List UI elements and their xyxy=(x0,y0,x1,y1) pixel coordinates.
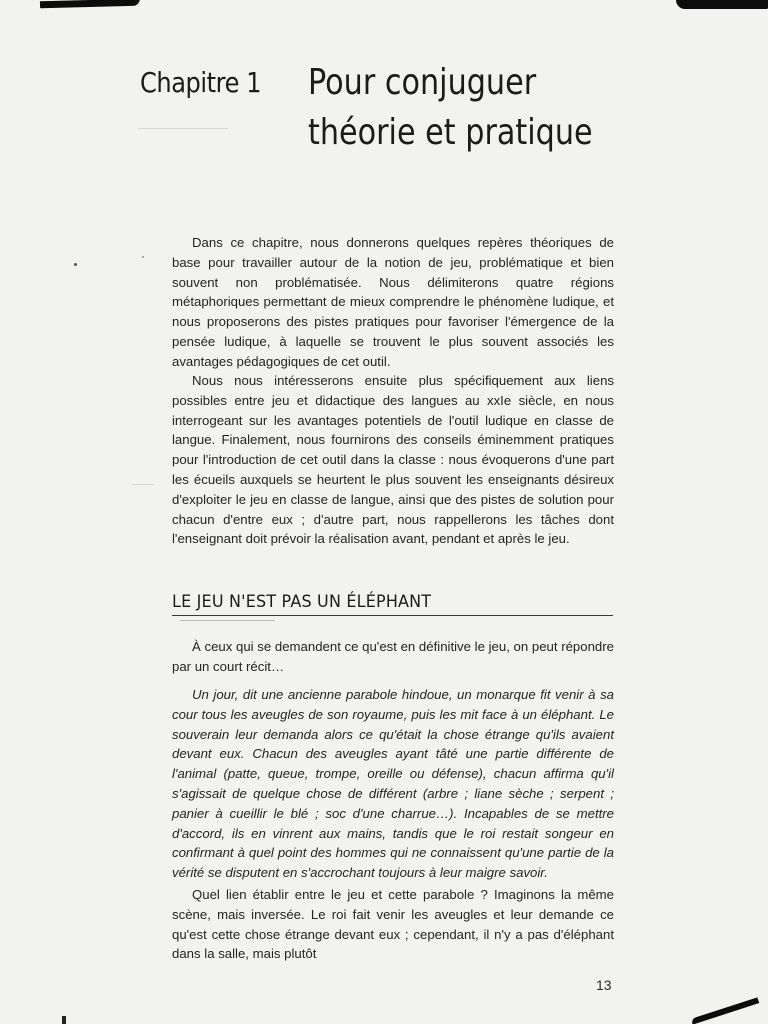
chapter-label: Chapitre 1 xyxy=(140,66,262,99)
scan-faint-line xyxy=(180,620,275,621)
section-paragraph-1: À ceux qui se demandent ce qu'est en définitive le jeu, on peut répondre par un court récit… xyxy=(172,639,614,674)
scan-shadow-top-left xyxy=(40,0,140,8)
chapter-title xyxy=(308,58,593,158)
section-heading-rule xyxy=(172,615,613,616)
scan-faint-line xyxy=(132,484,154,485)
scan-shadow-top-right xyxy=(676,0,768,9)
scan-speck xyxy=(74,263,77,266)
section-paragraph-2: Quel lien établir entre le jeu et cette parabole ? Imaginons la même scène, mais inversée. Le roi fait venir les aveugles et leur demande ce qu'est cette chose étrange devant eux ; cependant, il n'y a pas d'éléphant dans la salle, mais plutôt xyxy=(172,887,614,962)
scan-speck xyxy=(142,256,144,258)
page-number: 13 xyxy=(596,977,612,993)
section-heading: LE JEU N'EST PAS UN ÉLÉPHANT xyxy=(172,592,432,612)
intro-paragraph-1: Dans ce chapitre, nous donnerons quelques repères théoriques de base pour travailler autour de la notion de jeu, problématique et bien souvent non problématisée. Nous délimiterons quatre régions métaphoriques permettant de mieux comprendre le phénomène ludique, et nous proposerons des pistes pratiques pour favoriser l'émergence de la pensée ludique, à laquelle se trouvent le plus souvent associés les avantages pédagogiques de cet outil. xyxy=(172,235,614,369)
chapter-title-line-1: Pour conjuguer xyxy=(308,62,537,103)
intro-paragraph-2: Nous nous intéresserons ensuite plus spécifiquement aux liens possibles entre jeu et didactique des langues au xxIe siècle, en nous interrogeant sur les avantages potentiels de l'outil ludique en classe de langue. Finalement, nous fournirons des conseils éminemment pratiques pour l'introduction de cet outil dans la classe : nous évoquerons d'une part les écueils auxquels se heurtent le plus souvent les enseignants désireux d'exploiter le jeu en classe de langue, ainsi que des pistes de solution pour chacun d'entre eux ; d'autre part, nous rappellerons les tâches dont l'enseignant doit prévoir la réalisation avant, pendant et après le jeu. xyxy=(172,373,614,547)
scan-faint-line xyxy=(138,128,228,129)
parable-paragraph: Un jour, dit une ancienne parabole hindoue, un monarque fit venir à sa cour tous les aveugles de son royaume, puis les mit face à un éléphant. Le souverain leur demanda alors ce qu'était la chose étrange qu'ils avaient devant eux. Chacun des aveugles ayant tâté une partie différente de l'animal (patte, queue, trompe, oreille ou défense), chacun affirma qu'il s'agissait de quelque chose de différent (arbre ; liane sèche ; serpent ; panier à cueillir le blé ; soc d'une charrue…). Incapables de se mettre d'accord, ils en vinrent aux mains, tandis que le roi restait songeur en confirmant à quel point des hommes qui ne connaissent qu'une partie de la vérité se disputent en s'accrochant toujours à leur maigre savoir. xyxy=(172,687,614,881)
scan-shadow-bottom-left xyxy=(62,1016,66,1024)
scan-shadow-bottom-right xyxy=(691,997,759,1024)
chapter-title-line-2: théorie et pratique xyxy=(308,112,593,153)
